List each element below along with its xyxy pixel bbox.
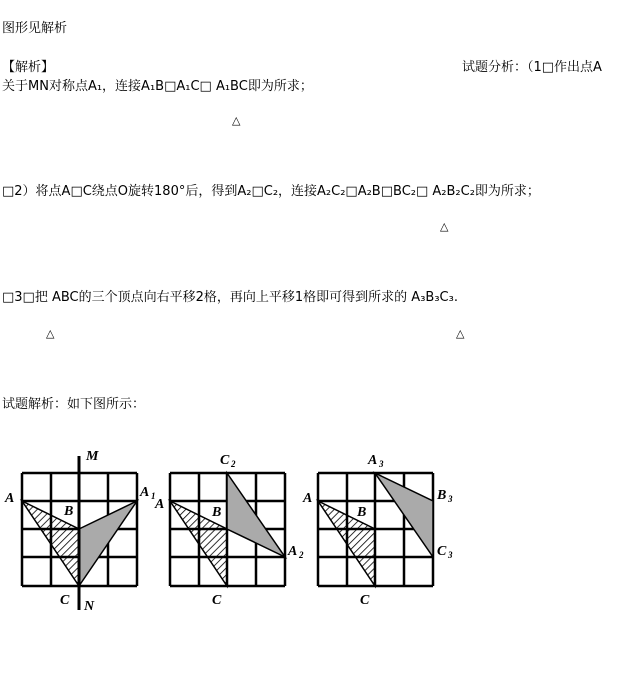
label-m: M — [86, 449, 99, 464]
triangle-symbol: △ — [46, 327, 55, 340]
label-c2-subscript: 2 — [231, 459, 236, 469]
label-b: B — [212, 505, 222, 520]
analysis-label: 【解析】 — [2, 60, 55, 75]
label-b: B — [64, 504, 74, 519]
label-c: C — [60, 593, 70, 608]
figure-2-rotation — [154, 453, 304, 608]
step-1-text: 关于MN对称点A₁，连接A₁B□A₁C□ A₁BC即为所求； — [2, 79, 313, 94]
figure-1-reflection — [4, 449, 156, 614]
step-2-text: □2）将点A□C绕点O旋转180°后，得到A₂□C₂，连接A₂C₂□A₂B□BC₂□ A₂B₂C₂即为所求； — [2, 184, 540, 199]
label-b: B — [357, 505, 367, 520]
heading: 图形见解析 — [2, 21, 68, 36]
label-a: A — [5, 491, 15, 506]
triangle-symbol: △ — [456, 327, 465, 340]
step-3-text: □3□把 ABC的三个顶点向右平移2格，再向上平移1格即可得到所求的 A₃B₃C₃. — [2, 290, 458, 305]
label-a1-subscript: 1 — [151, 491, 156, 501]
figure-3-translation — [302, 453, 453, 608]
label-a2-subscript: 2 — [299, 550, 304, 560]
label-c: C — [360, 593, 370, 608]
triangle-symbol: △ — [440, 220, 449, 233]
label-a1: A — [140, 485, 150, 500]
solution-text: 试题解析：如下图所示： — [2, 397, 146, 412]
label-c3: C — [437, 544, 447, 559]
solution-figures — [0, 440, 630, 620]
label-c3-subscript: 3 — [448, 550, 453, 560]
label-a3: A — [368, 453, 378, 468]
analysis-intro: 试题分析：（1□作出点A — [462, 60, 602, 75]
label-a: A — [303, 491, 313, 506]
label-b3-subscript: 3 — [448, 494, 453, 504]
triangle-symbol: △ — [232, 114, 241, 127]
label-c: C — [212, 593, 222, 608]
label-a: A — [155, 497, 165, 512]
label-a3-subscript: 3 — [379, 459, 384, 469]
label-c2: C — [220, 453, 230, 468]
label-b3: B — [437, 488, 447, 503]
label-a2: A — [288, 544, 298, 559]
label-n: N — [84, 599, 95, 614]
